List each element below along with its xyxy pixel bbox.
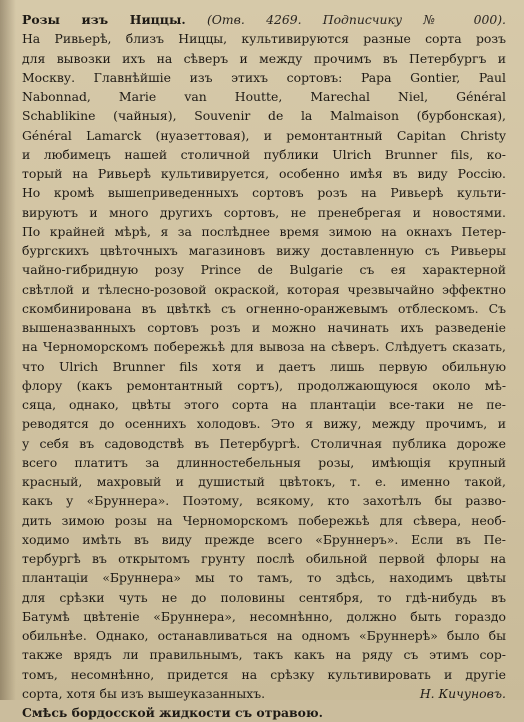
- text-line: вируютъ и много другихъ сортовъ, не пренебрегая и новостями.: [22, 204, 506, 220]
- text-line: Nabonnad, Marie van Houtte, Marechal Niel, Général: [22, 89, 506, 104]
- text-line: торый на Ривьерѣ культивируется, особенно имѣя въ виду Россію.: [22, 166, 506, 181]
- next-article-heading: Смѣсь бордосской жидкости съ отравою.: [22, 705, 323, 720]
- text-line: что Ulrich Brunner fils хотя и даетъ лишь первую обильную: [22, 358, 506, 374]
- text-line: и любимецъ нашей столичной публики Ulrich Brunner fils, ко-: [22, 146, 506, 162]
- article-title-line: [22, 10, 506, 29]
- text-line: также врядъ ли правильнымъ, такъ какъ на ряду съ этимъ сор-: [22, 647, 506, 663]
- text-line: вышеназванныхъ сортовъ розъ и можно начинать ихъ разведеніе: [22, 320, 506, 335]
- text-line: Но кромѣ вышеприведенныхъ сортовъ розъ на Ривьерѣ культи-: [22, 185, 506, 201]
- signature-line: [22, 684, 506, 703]
- text-line: тербургѣ въ открытомъ грунту послѣ обильной первой флоры на: [22, 551, 506, 566]
- text-line: у себя въ садоводствѣ въ Петербургѣ. Столичная публика дороже: [22, 435, 506, 451]
- text-line: На Ривьерѣ, близъ Ниццы, культивируются разные сорта розъ: [22, 31, 506, 47]
- text-line: ходимо имѣть въ виду прежде всего «Бруннеръ». Если въ Пе-: [22, 531, 506, 547]
- author-signature: Н. Кичуновъ.: [419, 685, 506, 701]
- text-line: Schablikine (чайныя), Souvenir de la Malmaison (бурбонская),: [22, 108, 506, 124]
- text-line: для вывозки ихъ на сѣверъ и между прочимъ въ Петербургъ и: [22, 50, 506, 66]
- text-line: какъ у «Бруннера». Поэтому, всякому, кто захотѣлъ бы разво-: [22, 493, 506, 509]
- text-line: дить зимою розы на Черноморскомъ побережьѣ для сѣвера, необ-: [22, 512, 506, 528]
- text-line: реводятся до осеннихъ холодовъ. Это я вижу, между прочимъ, и: [22, 416, 506, 432]
- text-line: Батумѣ цвѣтеніе «Бруннера», несомнѣнно, должно быть гораздо: [22, 608, 506, 624]
- article-reference: (Отв. 4269. Подписчику № 000).: [206, 12, 506, 27]
- text-line: Général Lamarck (нуазеттовая), и ремонтантный Capitan Christy: [22, 127, 506, 143]
- article-title: Розы изъ Ниццы.: [22, 12, 186, 27]
- next-article-heading-line: [22, 703, 506, 722]
- text-line: скомбинирована въ цвѣткѣ съ огненно-оранжевымъ отблескомъ. Съ: [22, 300, 506, 316]
- article-roses-from-nice: [22, 10, 506, 722]
- text-line: красный, махровый и душистый цвѣтокъ, т. е. именно такой,: [22, 474, 506, 489]
- article-body: [22, 29, 506, 684]
- text-line: томъ, несомнѣнно, придется на срѣзку культивировать и другіе: [22, 666, 506, 682]
- text-line: на Черноморскомъ побережьѣ для вывоза на сѣверъ. Слѣдуетъ сказать,: [22, 339, 506, 355]
- article-last-line: сорта, хотя бы изъ вышеуказанныхъ.: [22, 685, 266, 701]
- text-line: По крайней мѣрѣ, я за послѣднее время зимою на окнахъ Петер-: [22, 223, 506, 239]
- text-line: всего платитъ за длинностебельныя розы, имѣющія крупный: [22, 454, 506, 470]
- text-line: плантаціи «Бруннера» мы то тамъ, то здѣсь, находимъ цвѣты: [22, 570, 506, 586]
- text-line: флору (какъ ремонтантный сортъ), продолжающуюся около мѣ-: [22, 377, 506, 393]
- text-line: Москву. Главнѣйшіе изъ этихъ сортовъ: Papa Gontier, Paul: [22, 69, 506, 85]
- text-line: свѣтлой и тѣлесно-розовой окраской, которая чрезвычайно эффектно: [22, 281, 506, 297]
- text-line: бургскихъ цвѣточныхъ магазиновъ вижу доставленную съ Ривьеры: [22, 243, 506, 258]
- text-line: для срѣзки чуть не до половины сентября, то гдѣ-нибудь въ: [22, 589, 506, 605]
- text-line: чайно-гибридную розу Prince de Bulgarie съ ея характерной: [22, 262, 506, 278]
- text-line: обильнѣе. Однако, останавливаться на одномъ «Бруннерѣ» было бы: [22, 628, 506, 643]
- text-line: сяца, однако, цвѣты этого сорта на плантаціи все-таки не пе-: [22, 397, 506, 412]
